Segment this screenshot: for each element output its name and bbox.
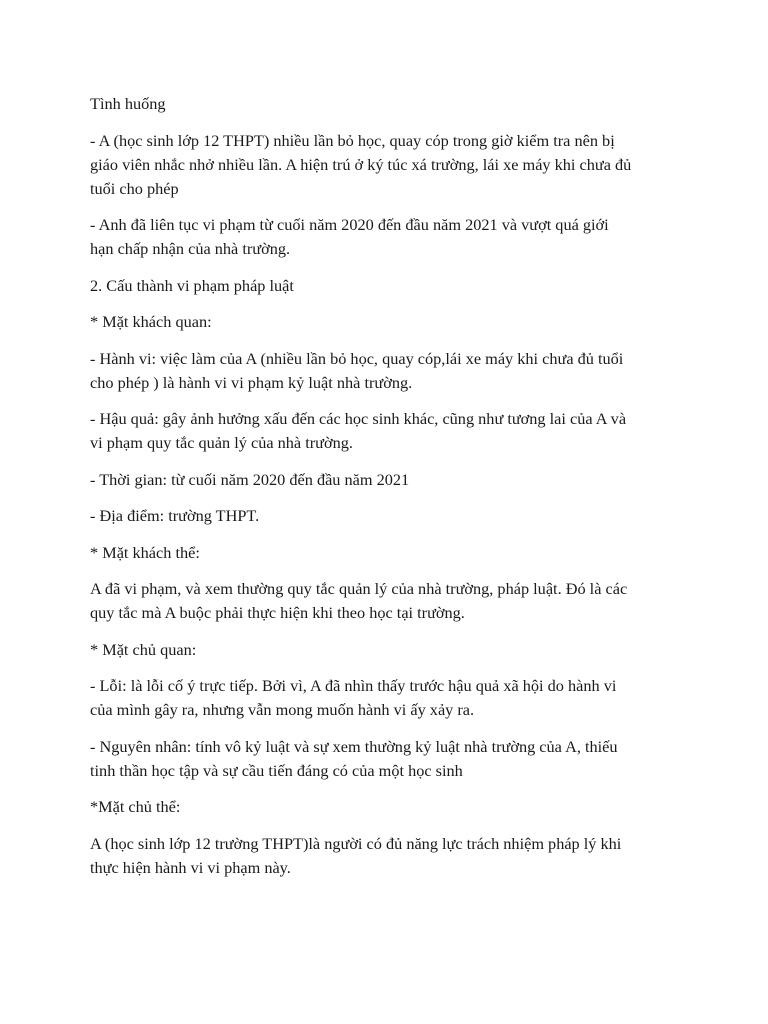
text-line: quy tắc mà A buộc phải thực hiện khi theo học tại trường.	[90, 603, 465, 622]
text-line: tinh thần học tập và sự cầu tiến đáng có của một học sinh	[90, 760, 463, 780]
text-line: * Mặt khách quan:	[90, 312, 212, 331]
paragraph	[90, 468, 690, 492]
text-line: giáo viên nhắc nhở nhiều lần. A hiện trú ở ký túc xá trường, lái xe máy khi chưa đủ	[90, 154, 632, 174]
text-line: của mình gây ra, nhưng vẫn mong muốn hành vi ấy xảy ra.	[90, 700, 475, 719]
text-line: - Anh đã liên tục vi phạm từ cuối năm 2020 đến đầu năm 2021 và vượt quá giới	[90, 215, 609, 234]
subsection-heading	[90, 541, 690, 565]
text-line: - Nguyên nhân: tính vô kỷ luật và sự xem thường kỷ luật nhà trường của A, thiếu	[90, 736, 618, 756]
text-line: Tình huống	[90, 94, 166, 113]
text-line: thực hiện hành vi vi phạm này.	[90, 857, 291, 877]
paragraph-title	[90, 92, 690, 116]
text-line: - Thời gian: từ cuối năm 2020 đến đầu năm 2021	[90, 469, 410, 489]
text-line: - Hậu quả: gây ảnh hưởng xấu đến các học sinh khác, cũng như tương lai của A và	[90, 409, 627, 428]
text-line: 2. Cấu thành vi phạm pháp luật	[90, 275, 294, 295]
section-heading	[90, 274, 690, 298]
paragraph	[90, 735, 690, 783]
paragraph	[90, 129, 690, 201]
text-line: - Địa điểm: trường THPT.	[90, 506, 260, 525]
text-line: * Mặt khách thể:	[90, 542, 200, 562]
document-body	[90, 92, 690, 892]
subsection-heading	[90, 310, 690, 334]
text-line: hạn chấp nhận của nhà trường.	[90, 239, 291, 258]
paragraph	[90, 577, 690, 625]
text-line: - Hành vi: việc làm của A (nhiều lần bỏ học, quay cóp,lái xe máy khi chưa đủ tuổi	[90, 348, 624, 368]
text-line: - Lỗi: là lỗi cố ý trực tiếp. Bởi vì, A đã nhìn thấy trước hậu quả xã hội do hành vi	[90, 676, 617, 695]
text-line: A đã vi phạm, và xem thường quy tắc quản lý của nhà trường, pháp luật. Đó là các	[90, 579, 628, 598]
text-line: - A (học sinh lớp 12 THPT) nhiều lần bỏ học, quay cóp trong giờ kiểm tra nên bị	[90, 130, 615, 150]
paragraph	[90, 674, 690, 722]
text-line: tuổi cho phép	[90, 178, 179, 198]
paragraph	[90, 213, 690, 261]
text-line: * Mặt chủ quan:	[90, 639, 197, 659]
text-line: cho phép ) là hành vi vi phạm kỷ luật nhà trường.	[90, 372, 413, 392]
paragraph	[90, 504, 690, 528]
paragraph	[90, 832, 690, 880]
text-line: *Mặt chủ thể:	[90, 797, 181, 816]
paragraph	[90, 407, 690, 455]
subsection-heading	[90, 795, 690, 819]
subsection-heading	[90, 638, 690, 662]
paragraph	[90, 347, 690, 395]
text-line: vi phạm quy tắc quản lý của nhà trường.	[90, 433, 353, 452]
text-line: A (học sinh lớp 12 trường THPT)là người có đủ năng lực trách nhiệm pháp lý khi	[90, 833, 622, 853]
